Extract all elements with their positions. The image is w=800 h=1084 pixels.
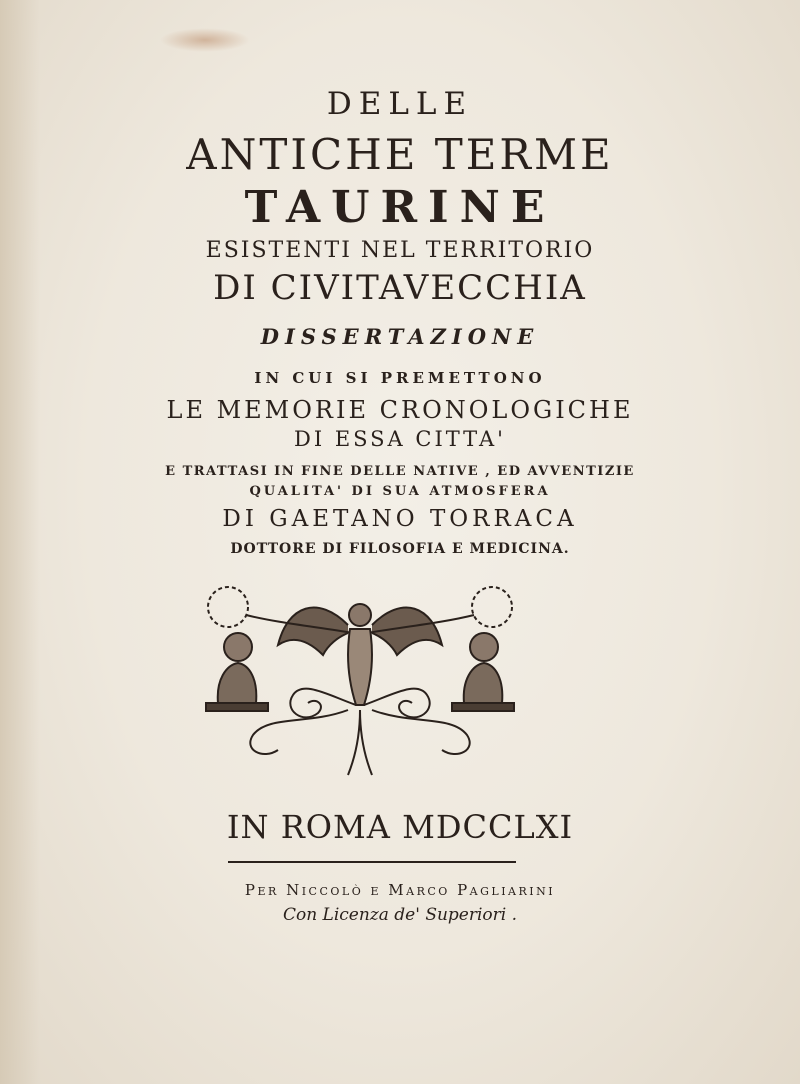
- author-credentials: DOTTORE DI FILOSOFIA E MEDICINA.: [230, 541, 570, 557]
- winged-figure-with-busts-vignette-icon: [198, 585, 522, 785]
- description-line-3: DI ESSA CITTA': [294, 427, 506, 451]
- description-line-5: QUALITA' DI SUA ATMOSFERA: [249, 484, 551, 499]
- title-line-taurine: TAURINE: [244, 182, 556, 233]
- divider-rule: [228, 861, 516, 863]
- description-line-1: IN CUI SI PREMETTONO: [254, 369, 546, 387]
- author-name: DI GAETANO TORRACA: [222, 506, 578, 532]
- foxing-stain: [160, 28, 250, 52]
- license-note: Con Licenza de' Superiori .: [282, 905, 518, 925]
- subtitle-line-civitavecchia: DI CIVITAVECCHIA: [213, 268, 587, 308]
- title-line-delle: DELLE: [326, 86, 474, 122]
- printer-name: Per Niccolò e Marco Pagliarini: [244, 881, 556, 899]
- subtitle-line-esistenti: ESISTENTI NEL TERRITORIO: [205, 238, 595, 263]
- imprint-place-date: IN ROMA MDCCLXI: [226, 808, 574, 846]
- title-line-antiche-terme: ANTICHE TERME: [186, 130, 614, 179]
- dissertazione-label: DISSERTAZIONE: [260, 324, 540, 349]
- description-line-2: LE MEMORIE CRONOLOGICHE: [166, 396, 634, 424]
- description-line-4: E TRATTASI IN FINE DELLE NATIVE , ED AVVENTIZIE: [165, 464, 635, 479]
